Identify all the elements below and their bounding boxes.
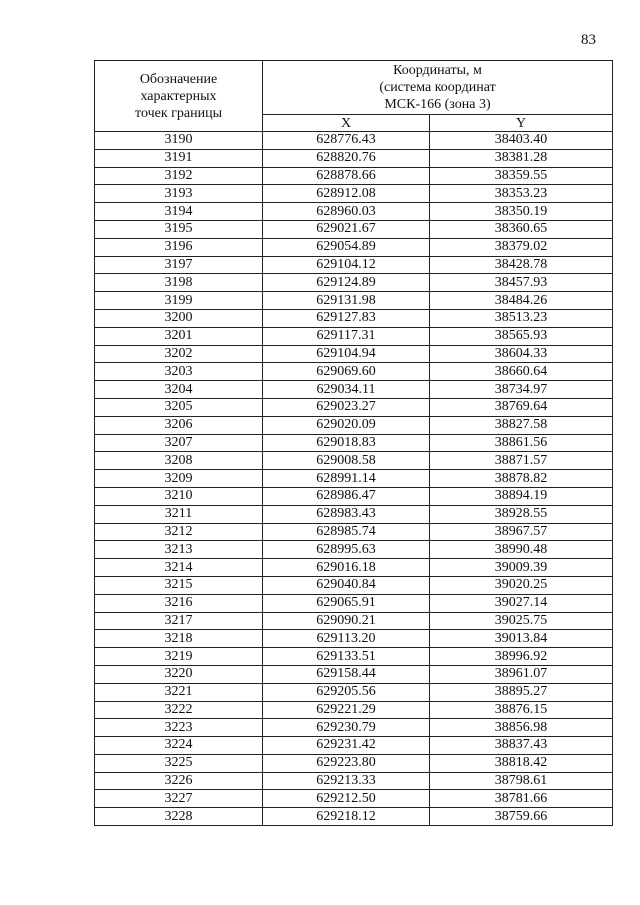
cell-x: 629212.50	[263, 790, 430, 808]
cell-point: 3204	[95, 381, 263, 399]
table-body	[95, 132, 613, 826]
cell-point: 3208	[95, 452, 263, 470]
cell-y: 38876.15	[430, 701, 613, 719]
table-row	[95, 737, 613, 755]
table-row	[95, 149, 613, 167]
table-row	[95, 327, 613, 345]
cell-x: 629008.58	[263, 452, 430, 470]
cell-x: 629231.42	[263, 737, 430, 755]
cell-point: 3200	[95, 309, 263, 327]
header-x: X	[263, 115, 430, 132]
cell-x: 628960.03	[263, 203, 430, 221]
table-row	[95, 452, 613, 470]
cell-y: 38871.57	[430, 452, 613, 470]
cell-point: 3209	[95, 470, 263, 488]
cell-y: 38381.28	[430, 149, 613, 167]
cell-x: 629117.31	[263, 327, 430, 345]
cell-x: 629065.91	[263, 594, 430, 612]
cell-x: 629218.12	[263, 808, 430, 826]
cell-y: 38360.65	[430, 220, 613, 238]
cell-point: 3218	[95, 630, 263, 648]
cell-x: 629113.20	[263, 630, 430, 648]
cell-point: 3193	[95, 185, 263, 203]
cell-x: 629221.29	[263, 701, 430, 719]
cell-point: 3226	[95, 772, 263, 790]
table-row	[95, 238, 613, 256]
cell-y: 38781.66	[430, 790, 613, 808]
table-row	[95, 683, 613, 701]
cell-x: 628995.63	[263, 541, 430, 559]
cell-y: 38660.64	[430, 363, 613, 381]
cell-y: 38928.55	[430, 505, 613, 523]
cell-point: 3201	[95, 327, 263, 345]
cell-x: 629104.94	[263, 345, 430, 363]
cell-point: 3214	[95, 559, 263, 577]
table-row	[95, 167, 613, 185]
cell-point: 3207	[95, 434, 263, 452]
cell-point: 3195	[95, 220, 263, 238]
cell-y: 38861.56	[430, 434, 613, 452]
cell-x: 629223.80	[263, 754, 430, 772]
cell-y: 38513.23	[430, 309, 613, 327]
cell-x: 629133.51	[263, 648, 430, 666]
cell-point: 3211	[95, 505, 263, 523]
header-coordinates-line2: (система координат	[379, 80, 496, 95]
cell-point: 3228	[95, 808, 263, 826]
table-row	[95, 185, 613, 203]
cell-point: 3192	[95, 167, 263, 185]
cell-x: 629040.84	[263, 576, 430, 594]
header-coordinates-line1: Координаты, м	[393, 63, 482, 78]
table-row	[95, 541, 613, 559]
cell-y: 39027.14	[430, 594, 613, 612]
cell-x: 629021.67	[263, 220, 430, 238]
table-row	[95, 345, 613, 363]
cell-x: 629205.56	[263, 683, 430, 701]
header-y: Y	[430, 115, 613, 132]
cell-x: 629213.33	[263, 772, 430, 790]
cell-x: 628991.14	[263, 470, 430, 488]
cell-y: 39013.84	[430, 630, 613, 648]
table-row	[95, 256, 613, 274]
cell-x: 629034.11	[263, 381, 430, 399]
cell-point: 3194	[95, 203, 263, 221]
cell-x: 628912.08	[263, 185, 430, 203]
table-row	[95, 505, 613, 523]
cell-point: 3205	[95, 398, 263, 416]
cell-point: 3198	[95, 274, 263, 292]
table-row	[95, 220, 613, 238]
table-row	[95, 576, 613, 594]
table-row	[95, 648, 613, 666]
cell-y: 38759.66	[430, 808, 613, 826]
cell-y: 38990.48	[430, 541, 613, 559]
cell-y: 38895.27	[430, 683, 613, 701]
table-row	[95, 363, 613, 381]
cell-y: 38428.78	[430, 256, 613, 274]
cell-y: 38961.07	[430, 665, 613, 683]
cell-y: 38734.97	[430, 381, 613, 399]
cell-x: 629020.09	[263, 416, 430, 434]
cell-x: 628986.47	[263, 487, 430, 505]
cell-point: 3210	[95, 487, 263, 505]
cell-point: 3206	[95, 416, 263, 434]
table-row	[95, 719, 613, 737]
cell-x: 629230.79	[263, 719, 430, 737]
cell-x: 629023.27	[263, 398, 430, 416]
table-row	[95, 132, 613, 150]
header-point-designation-text: Обозначение характерных точек границы	[135, 71, 222, 121]
page-number: 83	[581, 32, 596, 48]
table-row	[95, 808, 613, 826]
table-row	[95, 754, 613, 772]
cell-y: 38604.33	[430, 345, 613, 363]
cell-y: 39009.39	[430, 559, 613, 577]
table-row	[95, 487, 613, 505]
cell-x: 628820.76	[263, 149, 430, 167]
cell-y: 38894.19	[430, 487, 613, 505]
table-row	[95, 701, 613, 719]
header-point-designation	[95, 61, 263, 132]
cell-point: 3225	[95, 754, 263, 772]
cell-x: 629158.44	[263, 665, 430, 683]
cell-x: 629090.21	[263, 612, 430, 630]
cell-point: 3213	[95, 541, 263, 559]
table-row	[95, 523, 613, 541]
cell-point: 3215	[95, 576, 263, 594]
cell-y: 39025.75	[430, 612, 613, 630]
cell-y: 38856.98	[430, 719, 613, 737]
header-coordinates	[263, 61, 613, 115]
table-row	[95, 630, 613, 648]
cell-y: 38350.19	[430, 203, 613, 221]
cell-point: 3220	[95, 665, 263, 683]
cell-x: 629104.12	[263, 256, 430, 274]
cell-point: 3196	[95, 238, 263, 256]
cell-y: 38798.61	[430, 772, 613, 790]
table-row	[95, 612, 613, 630]
cell-point: 3219	[95, 648, 263, 666]
cell-y: 38457.93	[430, 274, 613, 292]
cell-x: 628878.66	[263, 167, 430, 185]
cell-x: 628983.43	[263, 505, 430, 523]
cell-y: 38769.64	[430, 398, 613, 416]
cell-point: 3212	[95, 523, 263, 541]
table-row	[95, 470, 613, 488]
cell-x: 629131.98	[263, 292, 430, 310]
cell-y: 38827.58	[430, 416, 613, 434]
cell-x: 629069.60	[263, 363, 430, 381]
table-row	[95, 381, 613, 399]
cell-point: 3202	[95, 345, 263, 363]
cell-x: 628985.74	[263, 523, 430, 541]
table-row	[95, 309, 613, 327]
cell-y: 39020.25	[430, 576, 613, 594]
header-coordinates-line3: МСК-166 (зона 3)	[384, 97, 491, 112]
cell-y: 38379.02	[430, 238, 613, 256]
cell-point: 3224	[95, 737, 263, 755]
cell-y: 38353.23	[430, 185, 613, 203]
cell-y: 38967.57	[430, 523, 613, 541]
table-row	[95, 416, 613, 434]
cell-x: 629018.83	[263, 434, 430, 452]
cell-y: 38359.55	[430, 167, 613, 185]
cell-y: 38403.40	[430, 132, 613, 150]
cell-x: 629127.83	[263, 309, 430, 327]
cell-point: 3190	[95, 132, 263, 150]
table-row	[95, 274, 613, 292]
table-header	[95, 61, 613, 132]
cell-y: 38996.92	[430, 648, 613, 666]
cell-point: 3191	[95, 149, 263, 167]
table-row	[95, 594, 613, 612]
table-row	[95, 398, 613, 416]
cell-point: 3227	[95, 790, 263, 808]
table-row	[95, 203, 613, 221]
cell-y: 38818.42	[430, 754, 613, 772]
cell-y: 38837.43	[430, 737, 613, 755]
coordinates-table	[94, 60, 613, 826]
cell-y: 38878.82	[430, 470, 613, 488]
cell-point: 3221	[95, 683, 263, 701]
cell-x: 629054.89	[263, 238, 430, 256]
table-row	[95, 790, 613, 808]
table-row	[95, 434, 613, 452]
cell-point: 3197	[95, 256, 263, 274]
table-row	[95, 665, 613, 683]
cell-x: 629124.89	[263, 274, 430, 292]
cell-point: 3222	[95, 701, 263, 719]
cell-x: 629016.18	[263, 559, 430, 577]
cell-y: 38484.26	[430, 292, 613, 310]
table-row	[95, 772, 613, 790]
cell-point: 3223	[95, 719, 263, 737]
cell-point: 3203	[95, 363, 263, 381]
table-row	[95, 559, 613, 577]
cell-x: 628776.43	[263, 132, 430, 150]
cell-point: 3217	[95, 612, 263, 630]
cell-point: 3216	[95, 594, 263, 612]
cell-y: 38565.93	[430, 327, 613, 345]
table-row	[95, 292, 613, 310]
cell-point: 3199	[95, 292, 263, 310]
